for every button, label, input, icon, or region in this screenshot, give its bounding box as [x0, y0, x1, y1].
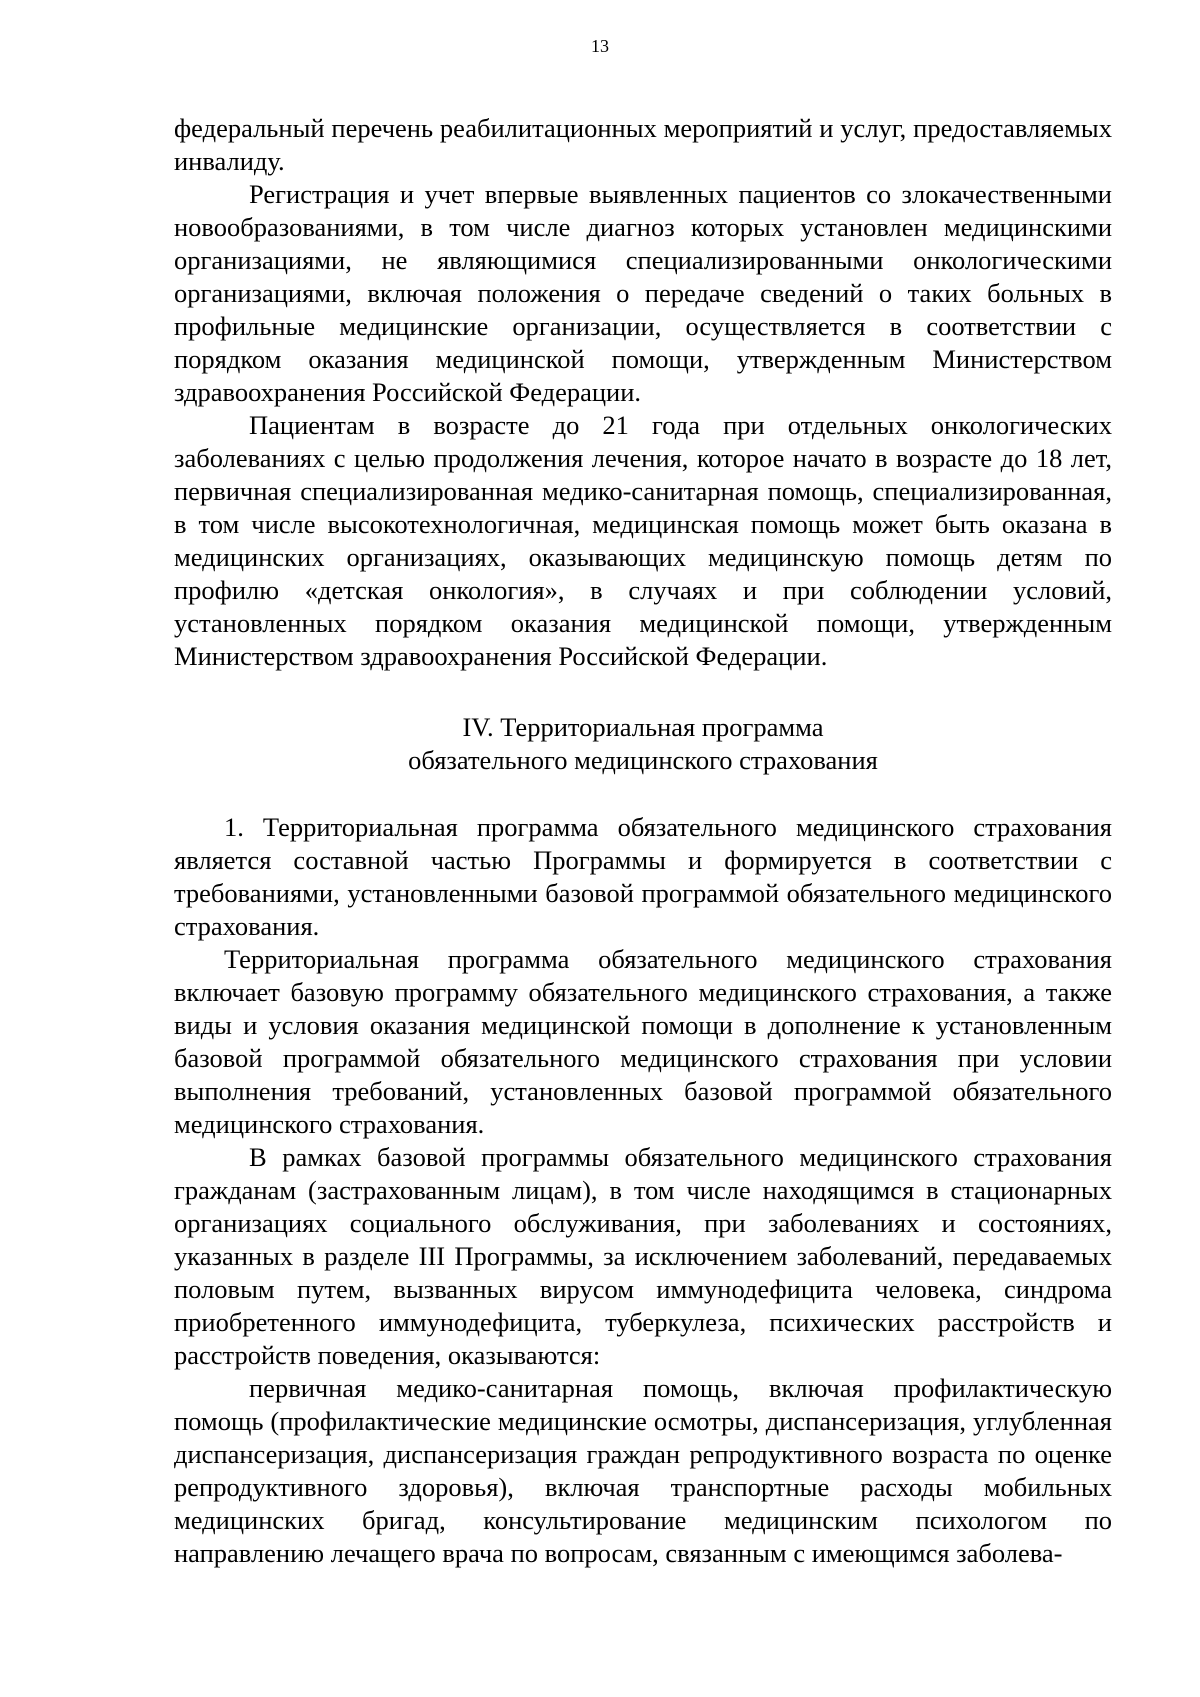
- section-heading-line: обязательного медицинского страхования: [408, 745, 878, 775]
- section-heading: [174, 711, 1112, 777]
- paragraph: Пациентам в возрасте до 21 года при отдельных онкологических заболеваниях с целью продолжения лечения, которое начато в возрасте до 18 лет, первичная специализированная медико-санитарная помощь, специализированная, в том числе высокотехнологичная, медицинская помощь может быть оказана в медицинских организациях, оказывающих медицинскую помощь детям по профилю «детская онкология», в случаях и при соблюдении условий, установленных порядком оказания медицинской помощи, утвержденным Министерством здравоохранения Российской Федерации.: [174, 410, 1112, 671]
- section-heading-line: IV. Территориальная программа: [462, 712, 824, 742]
- document-body: [174, 112, 1112, 1570]
- page-number: 13: [591, 36, 609, 56]
- paragraph: первичная медико-санитарная помощь, включая профилактическую помощь (профилактические медицинские осмотры, диспансеризация, углубленная диспансеризация, диспансеризация граждан репродуктивного возраста по оценке репродуктивного здоровья), включая транспортные расходы мобильных медицинских бригад, консультирование медицинским психологом по направлению лечащего врача по вопросам, связанным с имеющимся заболева-: [174, 1373, 1112, 1568]
- paragraph: Территориальная программа обязательного медицинского страхования включает базовую программу обязательного медицинского страхования, а также виды и условия оказания медицинской помощи в дополнение к установленным базовой программой обязательного медицинского страхования при условии выполнения требований, установленных базовой программой обязательного медицинского страхования.: [174, 944, 1112, 1139]
- paragraph: 1. Территориальная программа обязательного медицинского страхования является составной частью Программы и формируется в соответствии с требованиями, установленными базовой программой обязательного медицинского страхования.: [174, 812, 1112, 941]
- paragraph: Регистрация и учет впервые выявленных пациентов со злокачественными новообразованиями, в том числе диагноз которых установлен медицинскими организациями, не являющимися специализированными онкологическими организациями, включая положения о передаче сведений о таких больных в профильные медицинские организации, осуществляется в соответствии с порядком оказания медицинской помощи, утвержденным Министерством здравоохранения Российской Федерации.: [174, 179, 1112, 407]
- paragraph: федеральный перечень реабилитационных мероприятий и услуг, предоставляемых инвалиду.: [174, 113, 1112, 176]
- paragraph: В рамках базовой программы обязательного медицинского страхования гражданам (застрахованным лицам), в том числе находящимся в стационарных организациях социального обслуживания, при заболеваниях и состояниях, указанных в разделе III Программы, за исключением заболеваний, передаваемых половым путем, вызванных вирусом иммунодефицита человека, синдрома приобретенного иммунодефицита, туберкулеза, психических расстройств и расстройств поведения, оказываются:: [174, 1142, 1112, 1370]
